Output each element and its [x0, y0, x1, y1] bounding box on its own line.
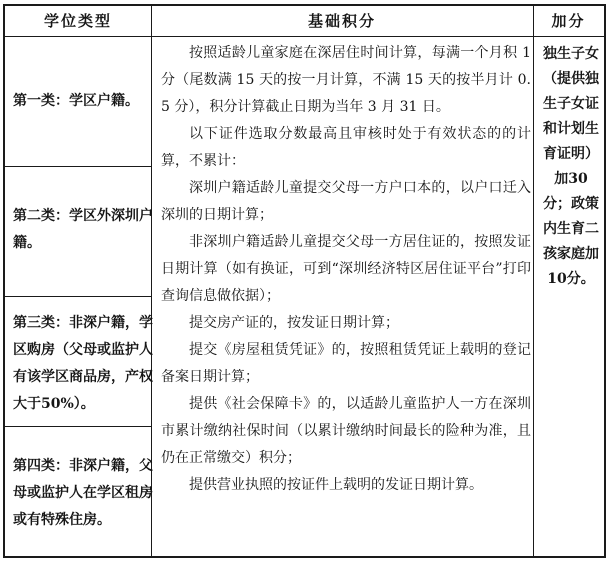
- basic-points-text: [161, 40, 531, 499]
- basic-points-para: 按照适龄儿童家庭在深居住时间计算，每满一个月积 1 分（尾数满 15 天的按一月计算，不满 15 天的按半月计 0. 5 分），积分计算截止日期为当年 3 月 31 日。: [161, 45, 531, 115]
- basic-points-para: 深圳户籍适龄儿童提交父母一方户口本的，以户口迁入深圳的日期计算；: [161, 180, 531, 223]
- basic-points-para: 以下证件选取分数最高且审核时处于有效状态的的计算，不累计：: [161, 126, 531, 169]
- basic-points-para: 提交《房屋租赁凭证》的，按照租赁凭证上载明的登记备案日期计算；: [161, 342, 531, 385]
- basic-points-para: 提供《社会保障卡》的，以适龄儿童监护人一方在深圳市累计缴纳社保时间（以累计缴纳时间最长的险种为准，且仍在正常缴交）积分；: [161, 396, 531, 466]
- header-divider: [5, 36, 604, 37]
- basic-points-para: 非深圳户籍适龄儿童提交父母一方居住证的，按照发证日期计算（如有换证，可到“深圳经济特区居住证平台”打印查询信息做依据）；: [161, 234, 531, 304]
- header-degree-type: 学位类型: [43, 12, 112, 30]
- column-divider: [533, 6, 534, 556]
- basic-points-para: 提交房产证的，按发证日期计算；: [189, 315, 399, 331]
- category-4: 第四类：非深户籍，父母或监护人在学区租房或有特殊住房。: [13, 458, 153, 528]
- row-divider: [5, 426, 151, 427]
- bonus-text: 独生子女（提供独生子女证和计划生育证明）加30分；政策内生育二孩家庭加10分。: [543, 46, 599, 287]
- category-2: 第二类：学区外深圳户籍。: [13, 208, 153, 251]
- header-basic-points: 基础积分: [307, 12, 376, 30]
- category-3: 第三类：非深户籍，学区购房（父母或监护人有该学区商品房，产权大于50%）。: [13, 315, 153, 412]
- basic-points-para: 提供营业执照的按证件上载明的发证日期计算。: [189, 477, 483, 493]
- category-1: 第一类：学区户籍。: [13, 93, 139, 109]
- admission-points-table: [3, 4, 606, 558]
- row-divider: [5, 166, 151, 167]
- row-divider: [5, 296, 151, 297]
- header-bonus: 加分: [551, 12, 586, 30]
